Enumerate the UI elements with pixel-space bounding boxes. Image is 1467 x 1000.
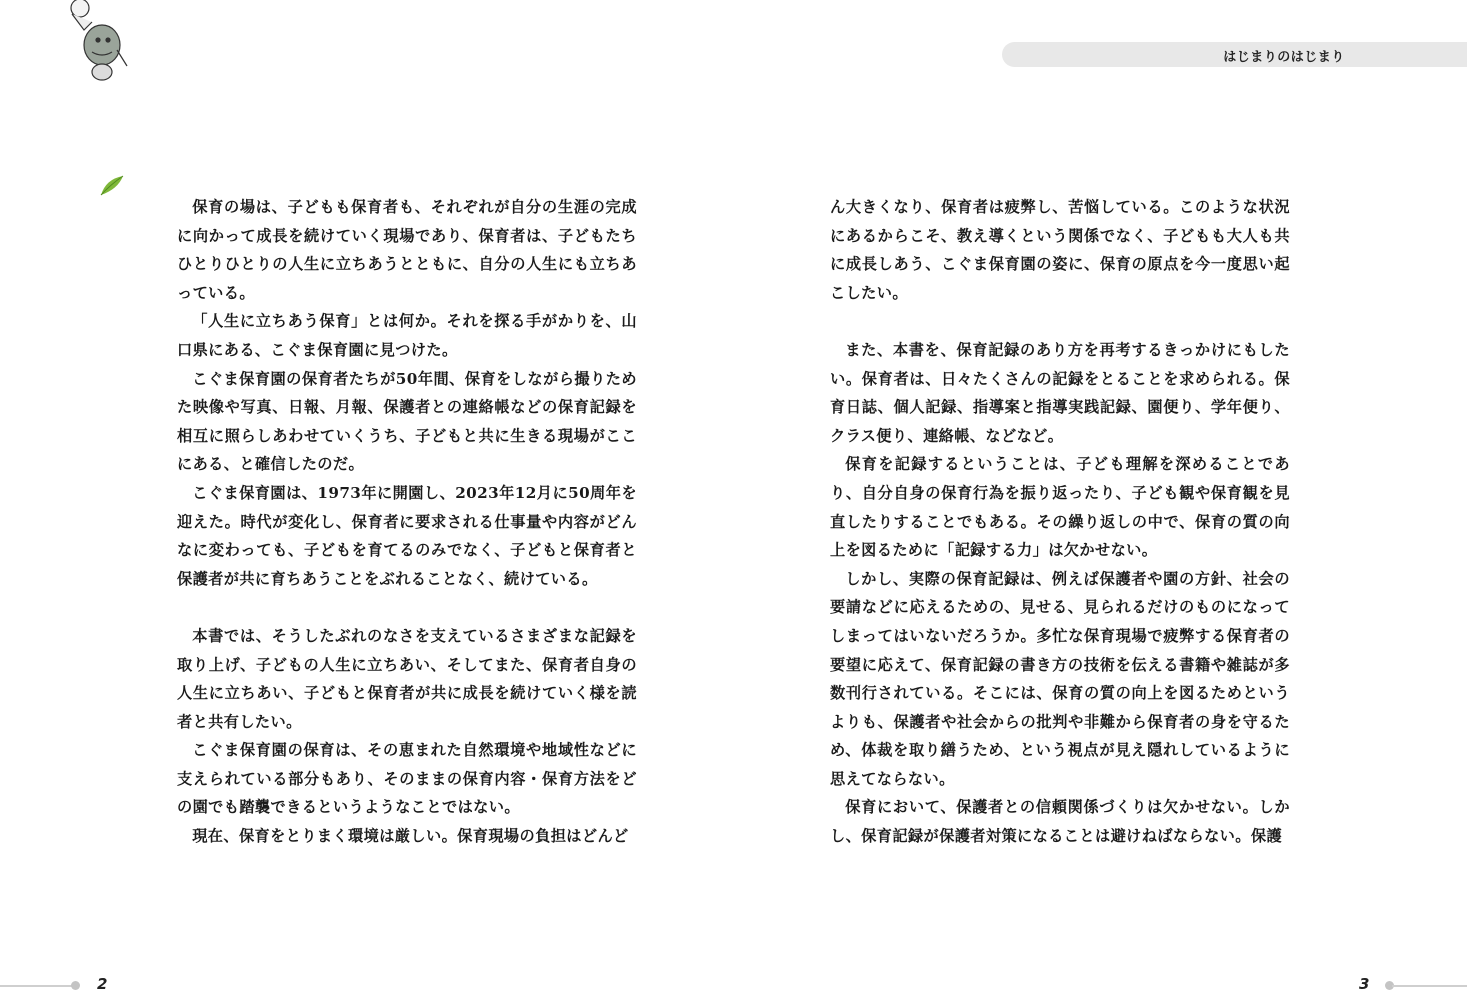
paragraph: 「人生に立ちあう保育」とは何か。それを探る手がかりを、山口県にある、こぐま保育園に見つけた。	[177, 312, 637, 359]
paragraph: ん大きくなり、保育者は疲弊し、苦悩している。このような状況にあるからこそ、教え導くという関係でなく、子どもも大人も共に成長しあう、こぐま保育園の姿に、保育の原点を今一度思い起こしたい。	[830, 198, 1290, 302]
child-with-teddy-bear-illustration	[62, 0, 132, 85]
paragraph: また、本書を、保育記録のあり方を再考するきっかけにもしたい。保育者は、日々たくさんの記録をとることを求められる。保育日誌、個人記録、指導案と指導実践記録、園便り、学年便り、クラス便り、連絡帳、などなど。	[830, 340, 1290, 445]
chapter-title: はじまりのはじまり	[1223, 50, 1345, 65]
paragraph: こぐま保育園は、1973年に開園し、2023年12月に50周年を迎えた。時代が変化し、保育者に要求される仕事量や内容がどんなに変わっても、子どもを育てるのみでなく、子どもと保育者と保護者が共に育ちあうことをぶれることなく、続けている。	[177, 483, 637, 588]
folio-rule	[0, 985, 72, 987]
body-text	[830, 193, 1290, 851]
right-page	[734, 0, 1467, 1000]
leaf-icon	[98, 173, 126, 197]
paragraph: 保育において、保護者との信頼関係づくりは欠かせない。しかし、保育記録が保護者対策になることは避けねばならない。保護	[830, 798, 1290, 846]
paragraph: 保育を記録するということは、子ども理解を深めることであり、自分自身の保育行為を振り返ったり、子ども観や保育観を見直したりすることでもある。その繰り返しの中で、保育の質の向上を図るために「記録する力」は欠かせない。	[830, 455, 1290, 560]
page-number: 3	[1359, 975, 1370, 993]
chapter-header	[1002, 42, 1467, 67]
paragraph: しかし、実際の保育記録は、例えば保護者や園の方針、社会の要請などに応えるための、見せる、見られるだけのものになってしまってはいないだろうか。多忙な保育現場で疲弊する保育者の要望に応えて、保育記録の書き方の技術を伝える書籍や雑誌が多数刊行されている。そこには、保育の質の向上を図るためというよりも、保護者や社会からの批判や非難から保育者の身を守るため、体裁を取り繕うため、という視点が見え隠れしているように思えてならない。	[830, 569, 1290, 788]
paragraph: 保育の場は、子どもも保育者も、それぞれが自分の生涯の完成に向かって成長を続けていく現場であり、保育者は、子どもたちひとりひとりの人生に立ちあうとともに、自分の人生にも立ちあっている。	[177, 198, 637, 302]
page-number: 2	[97, 975, 108, 993]
body-text	[177, 193, 637, 851]
folio-dot	[71, 981, 80, 990]
paragraph: 現在、保育をとりまく環境は厳しい。保育現場の負担はどんど	[192, 827, 629, 846]
folio-rule	[1392, 985, 1467, 987]
paragraph: こぐま保育園の保育は、その恵まれた自然環境や地域性などに支えられている部分もあり、そのままの保育内容・保育方法をどの園でも踏襲できるというようなことではない。	[177, 741, 637, 817]
paragraph: 本書では、そうしたぶれのなさを支えているさまざまな記録を取り上げ、子どもの人生に立ちあい、そしてまた、保育者自身の人生に立ちあい、子どもと保育者が共に成長を続けていく様を読者と共有したい。	[177, 626, 637, 731]
paragraph: こぐま保育園の保育者たちが50年間、保育をしながら撮りためた映像や写真、日報、月報、保護者との連絡帳などの保育記録を相互に照らしあわせていくうち、子どもと共に生きる現場がここにある、と確信したのだ。	[177, 369, 637, 474]
left-page	[0, 0, 733, 1000]
